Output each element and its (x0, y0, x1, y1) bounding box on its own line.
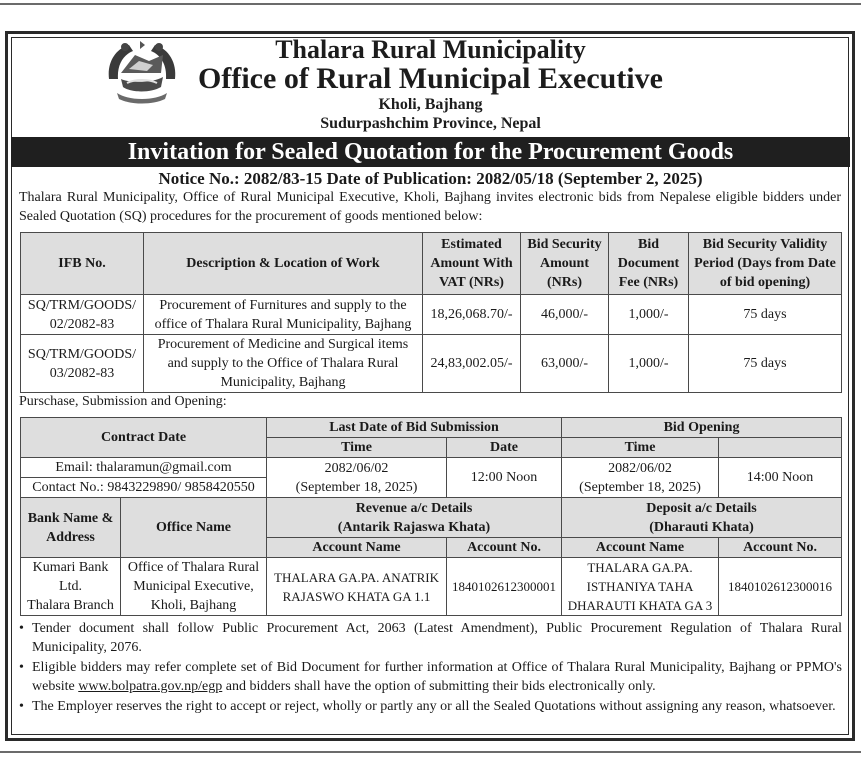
header-bank-name: Bank Name & Address (21, 498, 121, 558)
schedule-header-row-1 (21, 418, 842, 438)
intro-paragraph: Thalara Rural Municipality, Office of Rural Municipal Executive, Kholi, Bajhang invites electronic bids from Nepalese eligible bidders under Sealed Quotation (SQ) procedures for the procurement of goods mentioned below: (19, 190, 841, 224)
document-fee: 1,000/- (609, 295, 689, 335)
deposit-account-name-cell (562, 558, 719, 616)
notice-title-banner: Invitation for Sealed Quotation for the Procurement Goods (11, 137, 850, 167)
address-line-1: Kholi, Bajhang (378, 96, 483, 113)
deposit-title: Deposit a/c Details (646, 500, 757, 516)
bid-security: 46,000/- (521, 295, 609, 335)
list-item (18, 619, 842, 657)
header-description: Description & Location of Work (144, 233, 423, 295)
revenue-subtitle: (Antarik Rajaswa Khata) (337, 519, 491, 535)
opening-date-en: (September 18, 2025) (579, 479, 701, 495)
submission-date-en: (September 18, 2025) (295, 479, 418, 495)
header-revenue-details (267, 498, 562, 538)
bank-name-cell (21, 558, 121, 616)
validity: 75 days (689, 295, 842, 335)
header-contract-date: Contract Date (21, 418, 267, 458)
notice-number-date: Notice No.: 2082/83-15 Date of Publication: 2082/05/18 (September 2, 2025) (158, 169, 703, 188)
estimated-amount: 18,26,068.70/- (423, 295, 521, 335)
bid-security: 63,000/- (521, 335, 609, 393)
header-revenue-account-no: Account No. (447, 538, 562, 558)
opening-time: 14:00 Noon (719, 458, 842, 498)
deposit-account-name-3: DHARAUTI KHATA GA 3 (567, 598, 713, 613)
description: Procurement of Furnitures and supply to the office of Thalara Rural Municipality, Bajhang (144, 295, 423, 335)
submission-date-cell (267, 458, 447, 498)
note-bid-document-after: and bidders shall have the option of submitting their bids electronically only. (222, 679, 656, 694)
table-row (21, 335, 842, 393)
contact-email: Email: thalaramun@gmail.com (21, 458, 267, 478)
bullet-icon: • (19, 660, 24, 675)
header-deposit-account-no: Account No. (719, 538, 842, 558)
procurement-table (20, 232, 842, 393)
header-office-name: Office Name (121, 498, 267, 558)
procurement-header-row (21, 233, 842, 295)
opening-date-cell (562, 458, 719, 498)
terms-list (18, 619, 842, 717)
deposit-account-no: 1840102612300016 (719, 558, 842, 616)
bank-header-row-1 (21, 498, 842, 538)
note-employer-rights: The Employer reserves the right to accept or reject, wholly or partly any or all the Sealed Quotations without assigning any reason, whatsoever. (32, 699, 836, 714)
estimated-amount: 24,83,002.05/- (423, 335, 521, 393)
list-item (18, 658, 842, 696)
office-name-cell (121, 558, 267, 616)
top-divider (0, 3, 861, 5)
note-procurement-act: Tender document shall follow Public Procurement Act, 2063 (Latest Amendment), Public Procurement Regulation of Thalara Rural Municipality, 2076. (32, 621, 842, 655)
note-bid-document-before: Eligible bidders may refer complete set of Bid Document for further information at Office of Thalara Rural Municipality, Bajhang or PPMO's website (32, 660, 842, 694)
document-fee: 1,000/- (609, 335, 689, 393)
header-opening-blank (719, 438, 842, 458)
bank-suffix: Ltd. (59, 579, 82, 594)
schedule-bank-table (20, 417, 842, 616)
office-line-1: Office of Thalara Rural (127, 560, 260, 575)
revenue-account-no: 1840102612300001 (447, 558, 562, 616)
header-deposit-account-name: Account Name (562, 538, 719, 558)
municipality-name: Thalara Rural Municipality (275, 35, 586, 64)
revenue-account-name: THALARA GA.PA. ANATRIK RAJASWO KHATA GA 1.1 (267, 558, 447, 616)
header-submission-time: Time (267, 438, 447, 458)
opening-date: 2082/06/02 (608, 460, 672, 476)
list-item (18, 697, 842, 716)
address-line-2: Sudurpashchim Province, Nepal (320, 115, 541, 132)
office-name: Office of Rural Municipal Executive (198, 62, 663, 95)
deposit-subtitle: (Dharauti Khata) (649, 519, 754, 535)
office-line-3: Kholi, Bajhang (150, 598, 237, 613)
revenue-title: Revenue a/c Details (355, 500, 473, 516)
header-ifb-no: IFB No. (21, 233, 144, 295)
contact-number: Contact No.: 9843229890/ 9858420550 (21, 478, 267, 498)
header-validity: Bid Security Validity Period (Days from Date of bid opening) (689, 233, 842, 295)
ifb-no: SQ/TRM/GOODS/ 03/2082-83 (21, 335, 144, 393)
deposit-account-name-1: THALARA GA.PA. (587, 560, 693, 575)
header-bid-opening: Bid Opening (562, 418, 842, 438)
deposit-account-name-2: ISTHANIYA TAHA (586, 579, 694, 594)
ifb-no: SQ/TRM/GOODS/ 02/2082-83 (21, 295, 144, 335)
header-document-fee: Bid Document Fee (NRs) (609, 233, 689, 295)
header-last-date-submission: Last Date of Bid Submission (267, 418, 562, 438)
schedule-row (21, 458, 842, 478)
purchase-submission-label: Purschase, Submission and Opening: (19, 394, 227, 409)
description: Procurement of Medicine and Surgical items and supply to the Office of Thalara Rural Municipality, Bajhang (144, 335, 423, 393)
header-bid-security: Bid Security Amount (NRs) (521, 233, 609, 295)
table-row (21, 295, 842, 335)
bank-row (21, 558, 842, 616)
submission-date: 2082/06/02 (324, 460, 389, 476)
header-revenue-account-name: Account Name (267, 538, 447, 558)
header-opening-time: Time (562, 438, 719, 458)
header-deposit-details (562, 498, 842, 538)
submission-time: 12:00 Noon (447, 458, 562, 498)
header-estimated-amount: Estimated Amount With VAT (NRs) (423, 233, 521, 295)
bolpatra-link[interactable]: www.bolpatra.gov.np/egp (78, 679, 223, 694)
bullet-icon: • (19, 699, 24, 714)
bullet-icon: • (19, 621, 24, 636)
header-submission-date: Date (447, 438, 562, 458)
validity: 75 days (689, 335, 842, 393)
bank-name: Kumari Bank (32, 560, 109, 575)
office-line-2: Municipal Executive, (133, 579, 254, 594)
bottom-divider (0, 751, 861, 753)
bank-branch: Thalara Branch (27, 598, 114, 613)
